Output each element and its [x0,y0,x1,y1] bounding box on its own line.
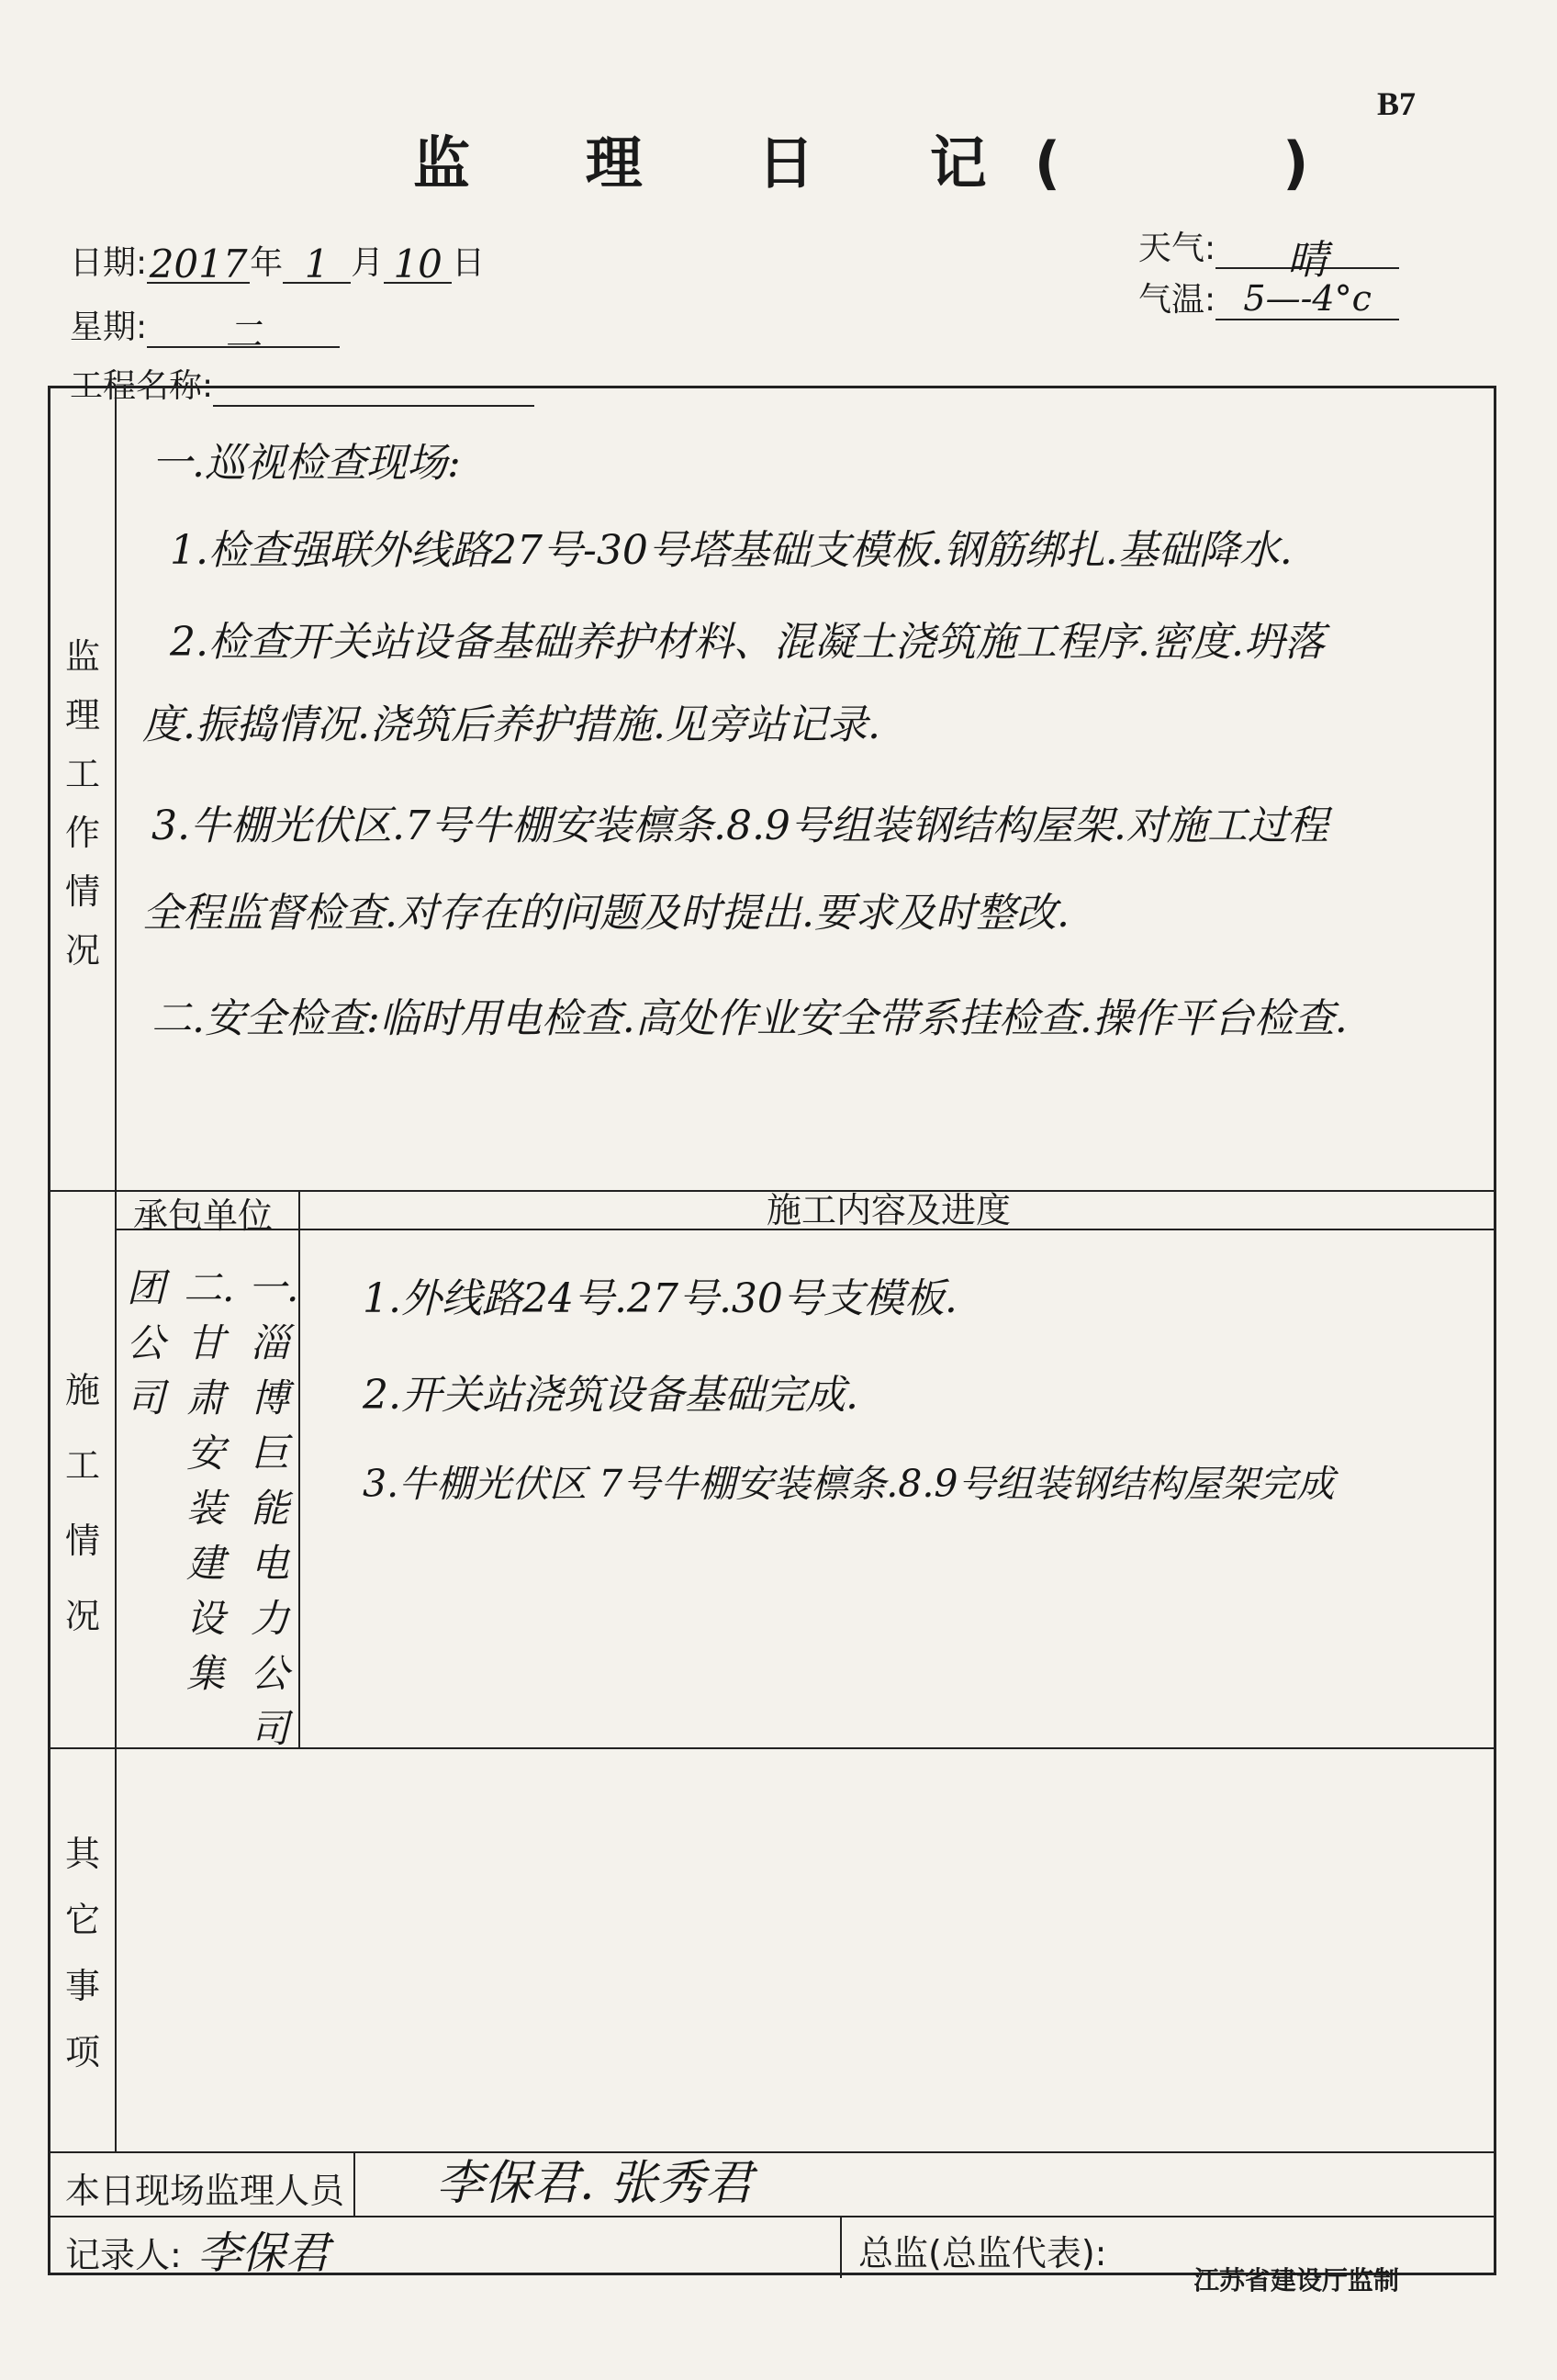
supervision-line: 度.振捣情况.浇筑后养护措施.见旁站记录. [142,702,880,748]
form-code: B7 [1377,85,1417,122]
contractor-header: 承包单位 [133,1196,274,1236]
temperature-value: 5—-4°c [1215,278,1399,320]
form-table [48,386,1496,2279]
contractor-name: 一.淄博巨能电力公司 [248,1265,299,1751]
recorder-signature: 李保君 [197,2228,330,2279]
recorder-divider [840,2216,842,2278]
temperature-label: 气温: [1138,281,1216,319]
supervision-line: 一.巡视检查现场: [151,440,461,487]
supervision-line: 3.牛棚光伏区.7号牛棚安装檩条.8.9号组装钢结构屋架.对施工过程 [151,803,1328,849]
label-column-divider [115,388,117,2151]
project-label: 工程名称: [70,367,214,405]
recorder-label: 记录人: [65,2235,182,2275]
supervision-line: 全程监督检查.对存在的问题及时提出.要求及时整改. [142,890,1070,937]
construction-side-label: 施 工 情 况 [64,1370,100,1636]
weather-row [1138,222,1399,284]
title-close: ) [1283,129,1309,196]
weather-label: 天气: [1138,230,1216,267]
page-title [413,118,1308,199]
year-char: 年 [250,244,284,282]
supervision-line: 1.检查强联外线路27号-30号塔基础支模板.钢筋绑扎.基础降水. [170,527,1293,574]
divider-other [50,2151,1494,2153]
staff-signatures: 李保君. 张秀君 [436,2156,754,2211]
chief-label: 总监(总监代表): [858,2233,1107,2273]
progress-line: 2.开关站浇筑设备基础完成. [363,1372,858,1419]
date-day: 10 [384,241,452,284]
contractor-name: 团公司 [126,1265,165,1420]
weekday-label: 星期: [70,309,148,346]
date-month: 1 [283,241,351,284]
content-header: 施工内容及进度 [767,1190,1012,1230]
progress-line: 1.外线路24号.27号.30号支模板. [363,1275,958,1322]
title-main: 监 理 日 记( [413,129,1109,196]
supervision-side-label: 监 理 工 作 情 况 [64,636,100,971]
weekday-row [70,301,340,356]
date-year: 2017 [147,241,250,284]
date-label: 日期: [70,244,148,282]
contractor-column-divider [298,1190,300,1747]
progress-line: 3.牛棚光伏区 7号牛棚安装檩条.8.9号组装钢结构屋架完成 [363,1462,1335,1506]
temperature-row [1138,274,1399,320]
supervision-line: 二.安全检查:临时用电检查.高处作业安全带系挂检查.操作平台检查. [151,995,1348,1042]
month-char: 月 [351,244,385,282]
staff-label: 本日现场监理人员 [65,2171,345,2211]
date-row [70,237,485,284]
weather-value: 晴 [1215,227,1399,269]
day-char: 日 [452,244,486,282]
staff-label-divider [353,2151,355,2216]
issuer-text: 江苏省建设厅监制 [1193,2265,1400,2296]
contractor-name: 二.甘肃安装建设集 [184,1265,235,1696]
weekday-value: 二 [147,306,340,348]
supervision-line: 2.检查开关站设备基础养护材料、混凝土浇筑施工程序.密度.坍落 [170,619,1325,666]
other-side-label: 其 它 事 项 [64,1834,100,2072]
